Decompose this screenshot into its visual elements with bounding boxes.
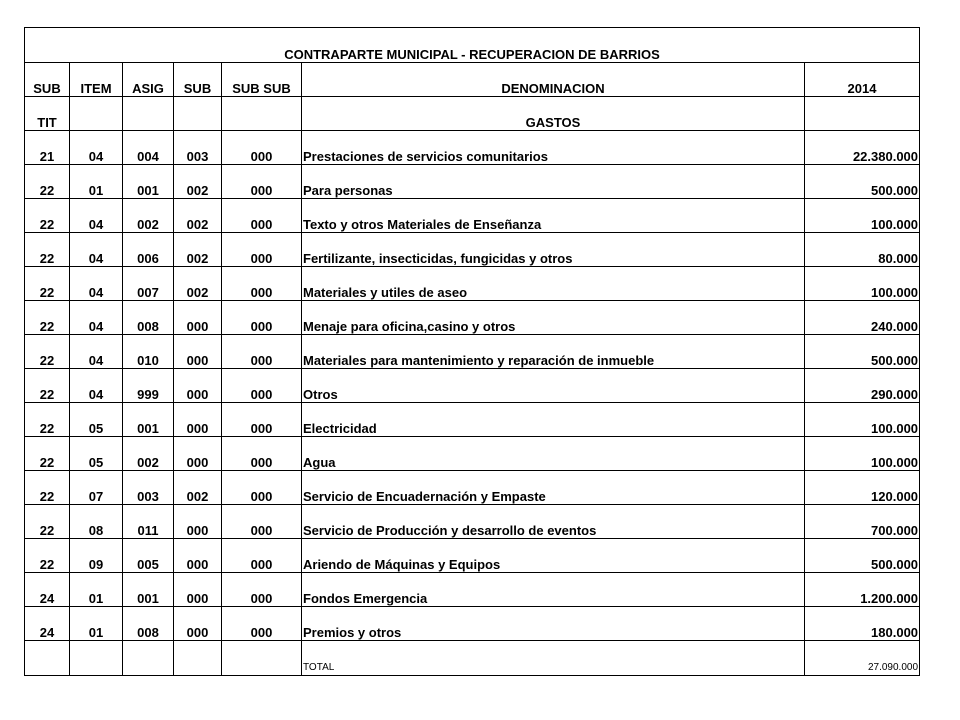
table-row bbox=[25, 573, 920, 607]
cell-subtit: 22 bbox=[25, 199, 70, 233]
table-row bbox=[25, 335, 920, 369]
title-row bbox=[25, 28, 920, 63]
cell-item: 01 bbox=[70, 165, 123, 199]
cell-asig: 011 bbox=[123, 505, 174, 539]
header-row bbox=[25, 63, 920, 97]
cell-item: 08 bbox=[70, 505, 123, 539]
cell-subsub: 000 bbox=[222, 165, 302, 199]
empty-cell bbox=[25, 641, 70, 676]
cell-amount: 100.000 bbox=[805, 403, 920, 437]
cell-sub: 000 bbox=[174, 505, 222, 539]
cell-item: 04 bbox=[70, 131, 123, 165]
table-row bbox=[25, 607, 920, 641]
cell-asig: 001 bbox=[123, 573, 174, 607]
cell-sub: 000 bbox=[174, 335, 222, 369]
cell-asig: 005 bbox=[123, 539, 174, 573]
cell-amount: 180.000 bbox=[805, 607, 920, 641]
cell-denominacion: Ariendo de Máquinas y Equipos bbox=[302, 539, 805, 573]
cell-sub: 002 bbox=[174, 199, 222, 233]
cell-subtit: 22 bbox=[25, 335, 70, 369]
cell-amount: 100.000 bbox=[805, 437, 920, 471]
cell-subsub: 000 bbox=[222, 437, 302, 471]
cell-denominacion: Menaje para oficina,casino y otros bbox=[302, 301, 805, 335]
cell-amount: 80.000 bbox=[805, 233, 920, 267]
cell-denominacion: Materiales para mantenimiento y reparación de inmueble bbox=[302, 335, 805, 369]
cell-subsub: 000 bbox=[222, 267, 302, 301]
cell-amount: 22.380.000 bbox=[805, 131, 920, 165]
cell-subtit: 21 bbox=[25, 131, 70, 165]
empty-cell bbox=[70, 641, 123, 676]
total-label: TOTAL bbox=[302, 641, 805, 676]
cell-item: 04 bbox=[70, 233, 123, 267]
cell-subsub: 000 bbox=[222, 539, 302, 573]
empty-cell bbox=[123, 641, 174, 676]
empty-cell bbox=[123, 97, 174, 131]
cell-denominacion: Prestaciones de servicios comunitarios bbox=[302, 131, 805, 165]
cell-asig: 002 bbox=[123, 199, 174, 233]
cell-item: 07 bbox=[70, 471, 123, 505]
cell-sub: 000 bbox=[174, 301, 222, 335]
total-row bbox=[25, 641, 920, 676]
cell-amount: 100.000 bbox=[805, 199, 920, 233]
cell-item: 05 bbox=[70, 403, 123, 437]
header-sub-2: SUB bbox=[174, 63, 222, 97]
cell-subsub: 000 bbox=[222, 505, 302, 539]
cell-amount: 120.000 bbox=[805, 471, 920, 505]
cell-item: 01 bbox=[70, 607, 123, 641]
cell-sub: 002 bbox=[174, 233, 222, 267]
cell-subtit: 22 bbox=[25, 437, 70, 471]
cell-subsub: 000 bbox=[222, 335, 302, 369]
cell-subtit: 22 bbox=[25, 505, 70, 539]
cell-item: 05 bbox=[70, 437, 123, 471]
cell-subsub: 000 bbox=[222, 301, 302, 335]
empty-cell bbox=[70, 97, 123, 131]
cell-denominacion: Servicio de Encuadernación y Empaste bbox=[302, 471, 805, 505]
cell-sub: 000 bbox=[174, 369, 222, 403]
cell-asig: 008 bbox=[123, 301, 174, 335]
section-row bbox=[25, 97, 920, 131]
cell-sub: 000 bbox=[174, 539, 222, 573]
table-row bbox=[25, 539, 920, 573]
cell-subsub: 000 bbox=[222, 369, 302, 403]
cell-item: 01 bbox=[70, 573, 123, 607]
cell-item: 04 bbox=[70, 267, 123, 301]
table-row bbox=[25, 267, 920, 301]
cell-denominacion: Fondos Emergencia bbox=[302, 573, 805, 607]
cell-subtit: 24 bbox=[25, 573, 70, 607]
cell-subsub: 000 bbox=[222, 233, 302, 267]
table-row bbox=[25, 233, 920, 267]
table-row bbox=[25, 471, 920, 505]
table-row bbox=[25, 505, 920, 539]
cell-sub: 002 bbox=[174, 471, 222, 505]
header-sub: SUB bbox=[25, 63, 70, 97]
cell-sub: 000 bbox=[174, 573, 222, 607]
cell-sub: 000 bbox=[174, 607, 222, 641]
empty-cell bbox=[222, 97, 302, 131]
cell-subsub: 000 bbox=[222, 607, 302, 641]
cell-amount: 500.000 bbox=[805, 539, 920, 573]
cell-item: 04 bbox=[70, 335, 123, 369]
header-item: ITEM bbox=[70, 63, 123, 97]
header-denominacion: DENOMINACION bbox=[302, 63, 805, 97]
empty-cell bbox=[222, 641, 302, 676]
cell-sub: 002 bbox=[174, 267, 222, 301]
cell-denominacion: Servicio de Producción y desarrollo de eventos bbox=[302, 505, 805, 539]
cell-subsub: 000 bbox=[222, 573, 302, 607]
cell-subsub: 000 bbox=[222, 403, 302, 437]
cell-item: 04 bbox=[70, 369, 123, 403]
cell-asig: 007 bbox=[123, 267, 174, 301]
cell-denominacion: Premios y otros bbox=[302, 607, 805, 641]
cell-denominacion: Agua bbox=[302, 437, 805, 471]
table-row bbox=[25, 437, 920, 471]
empty-cell bbox=[174, 97, 222, 131]
empty-cell bbox=[805, 97, 920, 131]
cell-denominacion: Para personas bbox=[302, 165, 805, 199]
table-row bbox=[25, 131, 920, 165]
cell-denominacion: Otros bbox=[302, 369, 805, 403]
cell-amount: 240.000 bbox=[805, 301, 920, 335]
cell-subsub: 000 bbox=[222, 471, 302, 505]
cell-asig: 010 bbox=[123, 335, 174, 369]
cell-subsub: 000 bbox=[222, 199, 302, 233]
cell-amount: 700.000 bbox=[805, 505, 920, 539]
cell-asig: 001 bbox=[123, 165, 174, 199]
cell-sub: 000 bbox=[174, 403, 222, 437]
total-amount: 27.090.000 bbox=[805, 641, 920, 676]
cell-subtit: 22 bbox=[25, 369, 70, 403]
table-row bbox=[25, 403, 920, 437]
cell-subtit: 22 bbox=[25, 267, 70, 301]
table-title: CONTRAPARTE MUNICIPAL - RECUPERACION DE BARRIOS bbox=[25, 28, 920, 63]
cell-subsub: 000 bbox=[222, 131, 302, 165]
cell-item: 04 bbox=[70, 199, 123, 233]
cell-subtit: 22 bbox=[25, 301, 70, 335]
cell-subtit: 22 bbox=[25, 165, 70, 199]
cell-subtit: 22 bbox=[25, 539, 70, 573]
cell-sub: 003 bbox=[174, 131, 222, 165]
cell-subtit: 22 bbox=[25, 403, 70, 437]
cell-asig: 999 bbox=[123, 369, 174, 403]
cell-item: 04 bbox=[70, 301, 123, 335]
cell-item: 09 bbox=[70, 539, 123, 573]
header-tit: TIT bbox=[25, 97, 70, 131]
cell-amount: 1.200.000 bbox=[805, 573, 920, 607]
cell-amount: 290.000 bbox=[805, 369, 920, 403]
cell-denominacion: Texto y otros Materiales de Enseñanza bbox=[302, 199, 805, 233]
empty-cell bbox=[174, 641, 222, 676]
cell-denominacion: Electricidad bbox=[302, 403, 805, 437]
cell-amount: 100.000 bbox=[805, 267, 920, 301]
header-sub-sub: SUB SUB bbox=[222, 63, 302, 97]
cell-denominacion: Materiales y utiles de aseo bbox=[302, 267, 805, 301]
cell-sub: 000 bbox=[174, 437, 222, 471]
cell-asig: 006 bbox=[123, 233, 174, 267]
header-year: 2014 bbox=[805, 63, 920, 97]
table-row bbox=[25, 301, 920, 335]
cell-subtit: 24 bbox=[25, 607, 70, 641]
header-asig: ASIG bbox=[123, 63, 174, 97]
cell-subtit: 22 bbox=[25, 233, 70, 267]
cell-subtit: 22 bbox=[25, 471, 70, 505]
cell-asig: 002 bbox=[123, 437, 174, 471]
cell-asig: 004 bbox=[123, 131, 174, 165]
cell-denominacion: Fertilizante, insecticidas, fungicidas y otros bbox=[302, 233, 805, 267]
budget-table bbox=[24, 27, 920, 676]
table-row bbox=[25, 199, 920, 233]
table-row bbox=[25, 165, 920, 199]
cell-asig: 008 bbox=[123, 607, 174, 641]
cell-amount: 500.000 bbox=[805, 335, 920, 369]
cell-asig: 001 bbox=[123, 403, 174, 437]
section-label: GASTOS bbox=[302, 97, 805, 131]
cell-amount: 500.000 bbox=[805, 165, 920, 199]
cell-asig: 003 bbox=[123, 471, 174, 505]
cell-sub: 002 bbox=[174, 165, 222, 199]
table-row bbox=[25, 369, 920, 403]
